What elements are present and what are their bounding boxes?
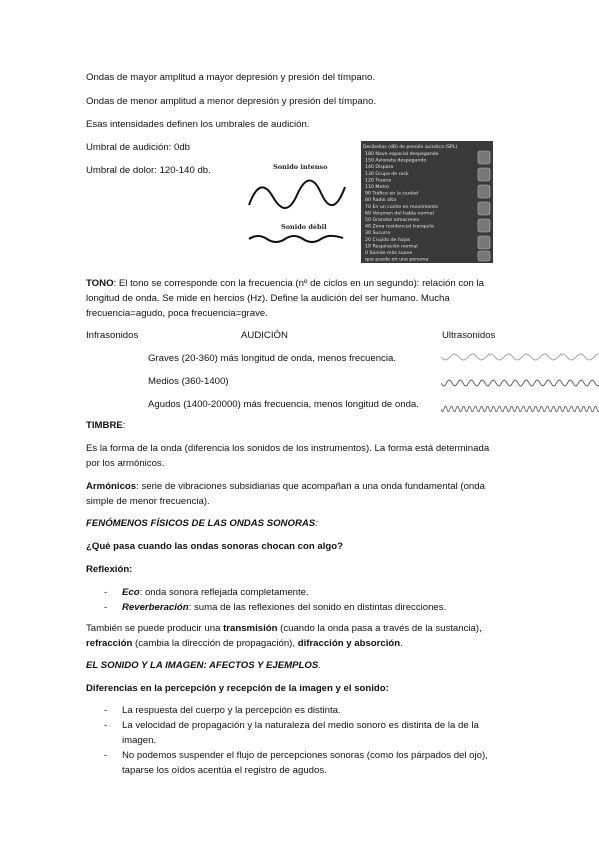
armonicos-text: : serie de vibraciones subsidiarias que acompañan a una onda fundamental (onda (136, 481, 485, 492)
label-sonido-intenso: Sonido intenso (273, 163, 328, 171)
para-text: (cuando la onda pasa a través de la sustancia), (277, 623, 482, 634)
bullet-dash: - (104, 705, 108, 716)
para-text: (cambia la dirección de propagación), (132, 638, 298, 649)
para-text: También se puede producir una (86, 623, 224, 634)
armonicos-line-1 (86, 479, 485, 494)
timbre-line-2: por los armónicos. (86, 458, 165, 469)
ear-icon (478, 251, 490, 261)
audicion-label: AUDICIÓN (241, 330, 288, 341)
decibel-table-row: 0 Sonido más suave (365, 251, 413, 256)
sound-intensity-figure (237, 141, 493, 263)
decibel-table-header: Decibelios (dB) de presión acústica (SPL) (363, 145, 458, 150)
intensity-waves-graphic (237, 141, 493, 263)
decibel-table-row: 70 En un coche en movimiento (365, 204, 438, 210)
sonido-imagen-title: EL SONIDO Y LA IMAGEN: AFECTOS Y EJEMPLOS (86, 660, 319, 671)
frequency-waves-graphic (441, 345, 599, 417)
umbral-dolor: Umbral de dolor: 120-140 db. (86, 165, 211, 176)
fenomenos-para-line-2 (86, 636, 403, 651)
absorcion-term: absorción (354, 638, 401, 649)
decibel-table-row: 180 Nave espacial despegando (365, 152, 439, 157)
high-frequency-wave (441, 406, 599, 411)
low-frequency-wave (441, 354, 599, 360)
tono-line-3: frecuencia=agudo, poca frecuencia=grave. (86, 308, 268, 319)
medios-line: Medios (360-1400) (148, 376, 229, 387)
bullet-dash: - (104, 720, 108, 731)
umbral-audicion: Umbral de audición: 0db (86, 142, 190, 153)
bullet-3-line-1: No podemos suspender el flujo de percepciones sonoras (como los párpados del ojo), (122, 750, 488, 761)
mid-frequency-wave (441, 380, 599, 386)
bullet-2-line-1: La velocidad de propagación y la naturaleza del medio sonoro es distinta de la de la (122, 720, 479, 731)
intro-line-2: Ondas de menor amplitud a menor depresión y presión del tímpano. (86, 96, 377, 107)
decibel-table-row: 140 Disparo (365, 165, 394, 171)
guitar-icon (478, 185, 490, 198)
bullet-1: La respuesta del cuerpo y la percepción es distinta. (122, 705, 341, 716)
reverberacion-text: : suma de las reflexiones del sonido en distintas direcciones. (188, 602, 447, 613)
decibel-table-row: 130 Grupo de rock (365, 171, 409, 177)
sonido-imagen-heading (86, 658, 321, 673)
tono-line-2: longitud de onda. Se mide en hercios (Hz). Define la audición del ser humano. Mucha (86, 293, 450, 304)
decibel-table-row: 90 Tráfico en la ciudad (365, 191, 418, 197)
infrasonidos-label: Infrasonidos (86, 330, 139, 341)
tono-line-1 (86, 276, 484, 291)
graves-line: Graves (20-360) más longitud de onda, menos frecuencia. (148, 353, 396, 364)
bullet-dash: - (104, 750, 108, 761)
para-text: y (343, 638, 355, 649)
rocket-icon (478, 151, 490, 164)
decibel-table-row: 20 Crujido de hojas (365, 237, 411, 243)
decibel-table-row: 60 Volumen del habla normal (365, 211, 434, 217)
timbre-line-1: Es la forma de la onda (diferencia los sonidos de los instrumentos). La forma está determinada (86, 443, 490, 454)
armonicos-line-2: simple de menor frecuencia). (86, 496, 210, 507)
decibel-table-row: 150 Avioneta despegando (365, 158, 427, 164)
refraccion-term: refracción (86, 638, 133, 649)
car-icon (478, 202, 490, 215)
intro-line-1: Ondas de mayor amplitud a mayor depresión y presión del tímpano. (86, 72, 376, 83)
decibel-table-row: 30 Susurro (365, 231, 391, 237)
agudos-line: Agudos (1400-20000) más frecuencia, menos longitud de onda. (148, 399, 419, 410)
armonicos-label: Armónicos (86, 481, 137, 492)
timbre-heading (86, 418, 125, 433)
bullet-dash: - (104, 602, 108, 613)
bullet-dash: - (104, 587, 108, 598)
fenomenos-colon: : (315, 518, 318, 529)
decibel-table-row: que puede oír una persona (365, 257, 429, 263)
reverberacion-label: Reverberación (122, 602, 189, 613)
decibel-table-row: 120 Trueno (365, 178, 392, 184)
intro-line-3: Esas intensidades definen los umbrales de audición. (86, 119, 310, 130)
decibel-table-row: 10 Respiración normal (365, 244, 418, 250)
decibel-table-row: 50 Grandes almacenes (365, 218, 420, 223)
difraccion-term: difracción (297, 638, 344, 649)
plane-icon (478, 168, 490, 181)
person-icon (478, 219, 490, 232)
fenomenos-heading (86, 516, 318, 531)
diferencias-heading: Diferencias en la percepción y recepción de la imagen y el sonido: (86, 683, 389, 694)
decibel-table-row: 80 Radio alta (365, 198, 397, 204)
eco-item (122, 585, 309, 600)
fenomenos-question: ¿Qué pasa cuando las ondas sonoras chocan con algo? (86, 541, 343, 552)
eco-label: Eco (122, 587, 140, 598)
decibel-table-row: 110 Metro (365, 185, 389, 190)
reflexion-heading: Reflexión: (86, 564, 133, 575)
eco-text: : onda sonora reflejada completamente. (139, 587, 309, 598)
para-text: . (400, 638, 403, 649)
decibel-table-row: 40 Zona residencial tranquila (365, 224, 434, 230)
fenomenos-para-line-1 (86, 621, 482, 636)
timbre-label: TIMBRE (86, 420, 123, 431)
ultrasonidos-label: Ultrasonidos (442, 330, 496, 341)
fenomenos-title: FENÓMENOS FÍSICOS DE LAS ONDAS SONORAS (86, 518, 316, 529)
reverberacion-item (122, 600, 446, 615)
transmision-term: transmisión (223, 623, 278, 634)
label-sonido-debil: Sonido débil (281, 223, 327, 231)
heading-dot: . (318, 660, 321, 671)
bullet-3-line-2: taparse los oídos acentúa el registro de agudos. (122, 765, 327, 776)
leaf-icon (478, 236, 490, 249)
bullet-2-line-2: imagen. (122, 735, 157, 746)
tono-text-1: : El tono se corresponde con la frecuencia (nº de ciclos en un segundo): relación con la (113, 278, 484, 289)
timbre-colon: : (122, 420, 126, 431)
tono-label: TONO (86, 278, 114, 289)
